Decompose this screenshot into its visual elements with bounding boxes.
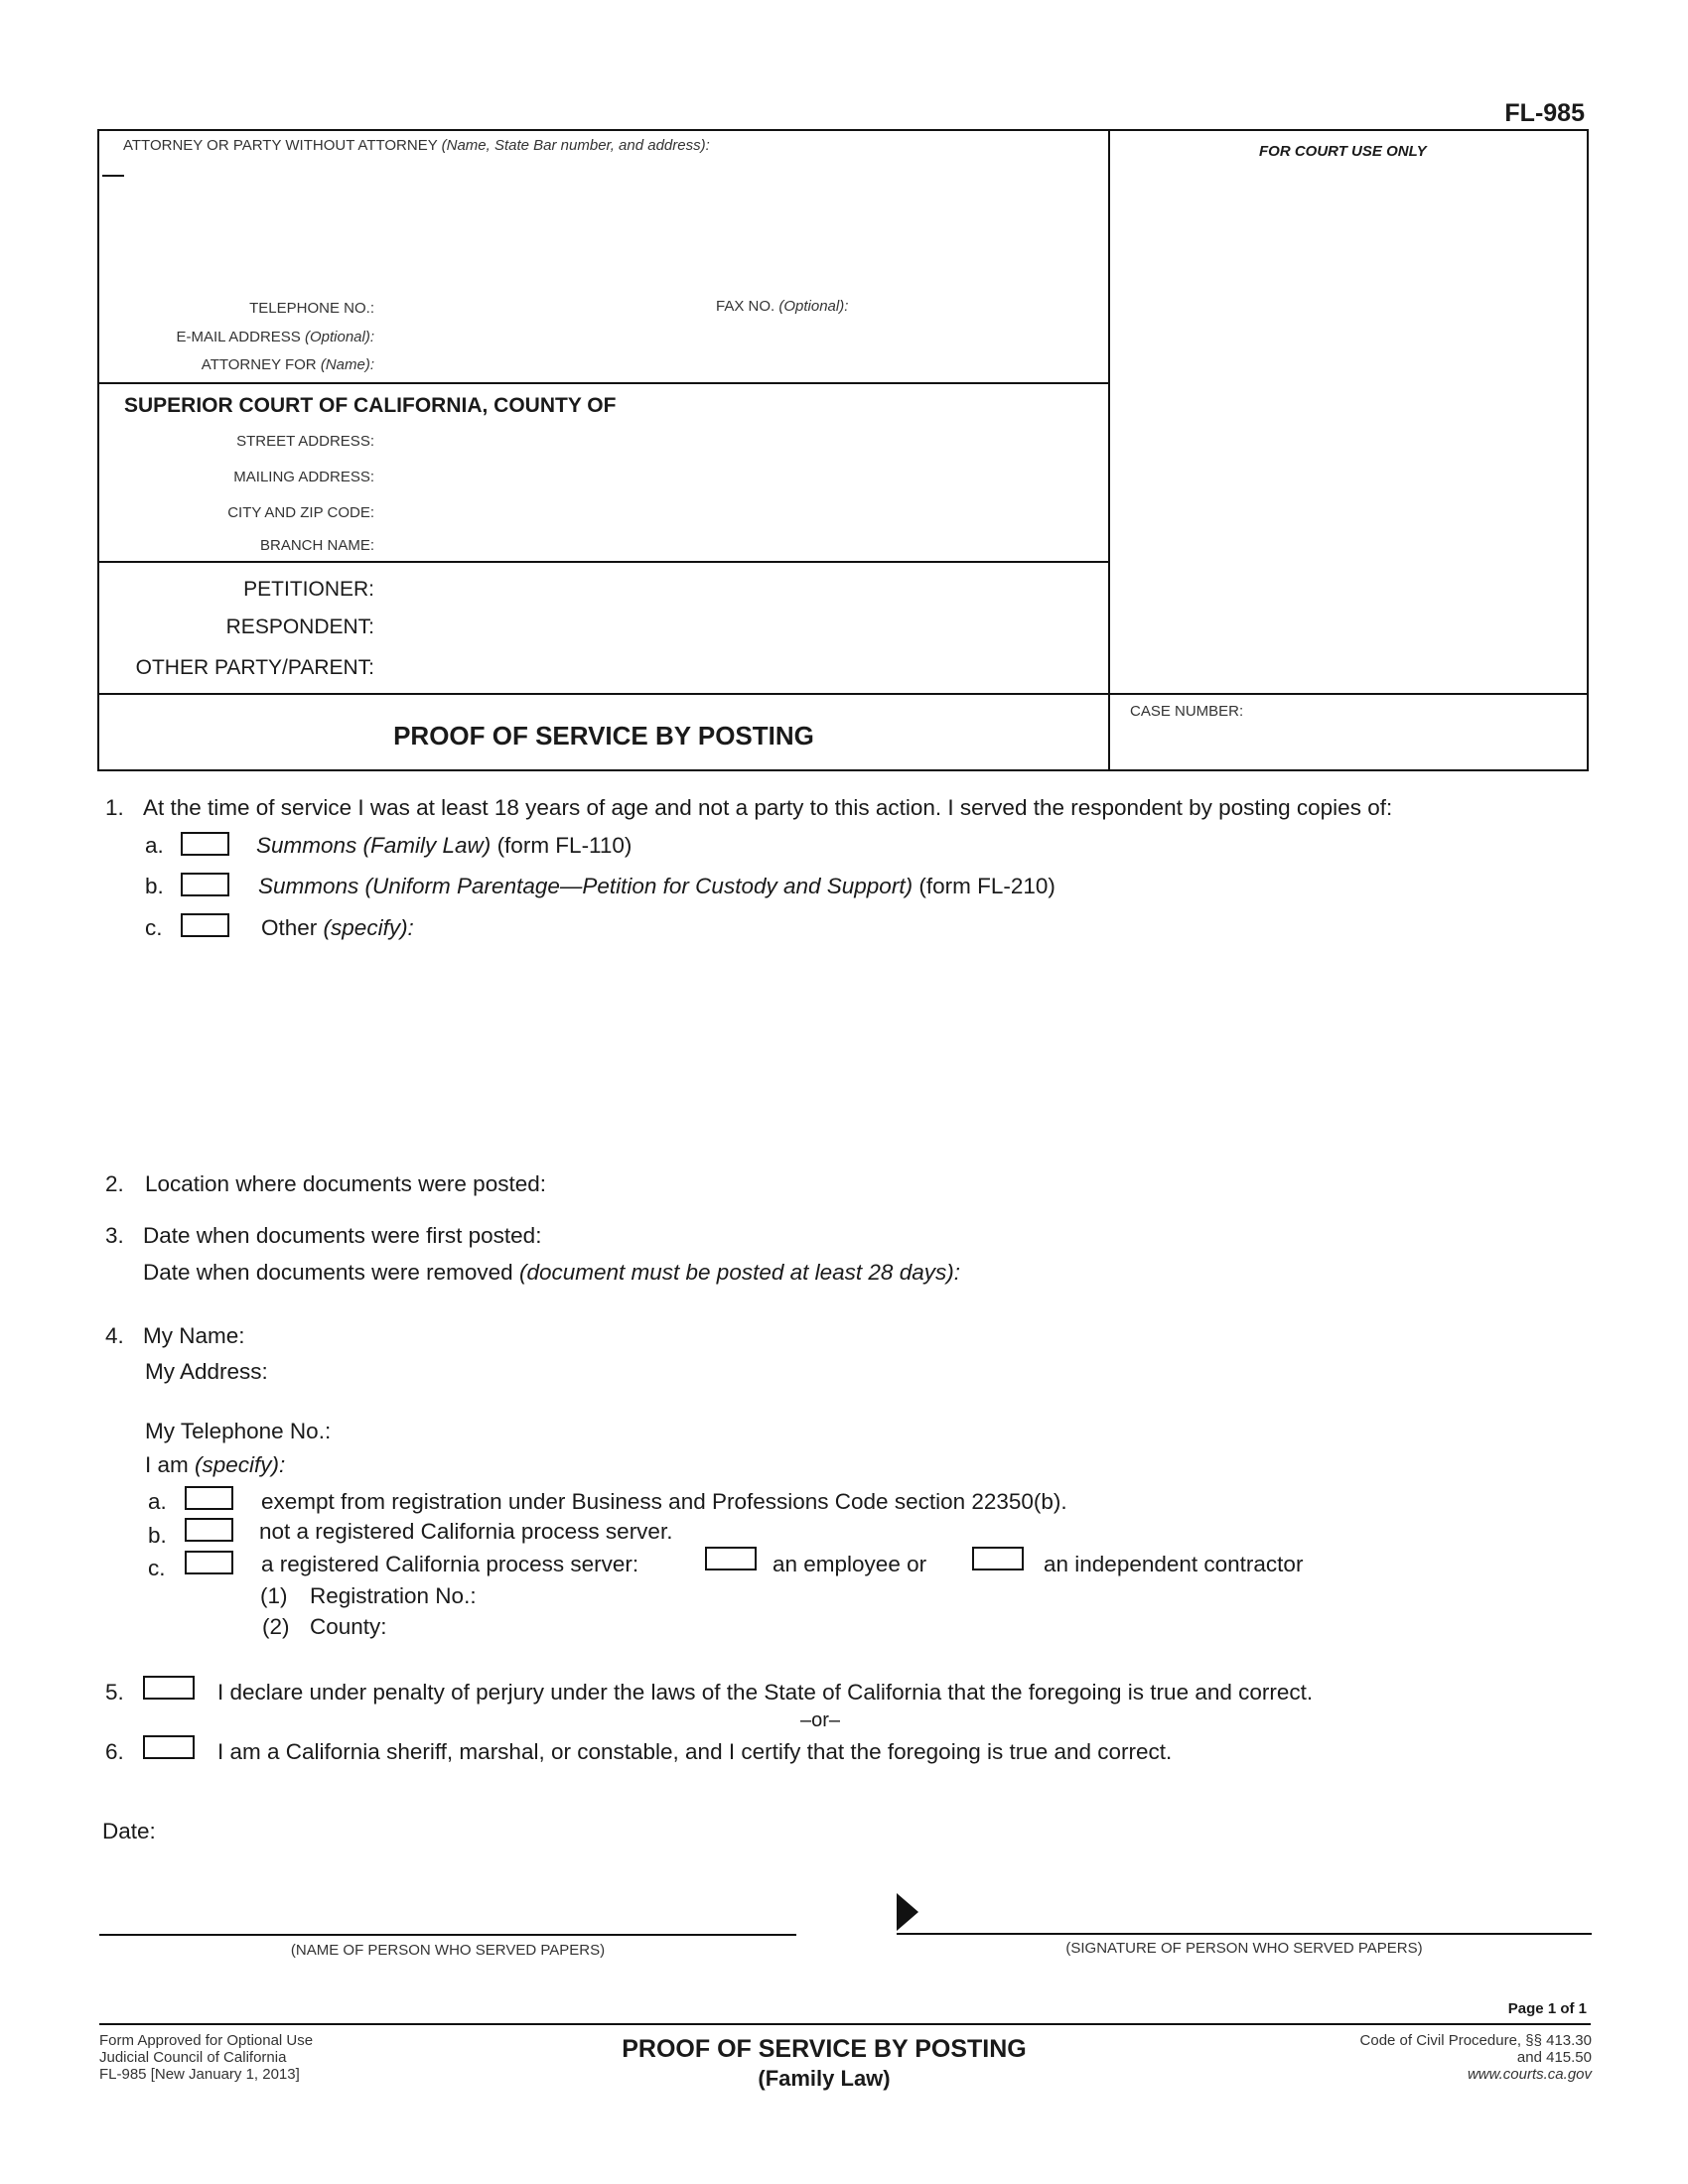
fax-label [716,298,848,315]
item1b-letter: b. [145,874,164,898]
item1c-letter: c. [145,915,163,940]
item4a-checkbox[interactable] [185,1486,233,1510]
page-number: Page 1 of 1 [1507,2000,1587,2017]
city-zip-label: CITY AND ZIP CODE: [227,504,374,521]
other-party-label: OTHER PARTY/PARENT: [135,656,374,679]
item3-removed [143,1260,960,1286]
item2-text: Location where documents were posted: [145,1171,546,1196]
item1a-rest: (form FL-110) [496,833,633,858]
item1b-italic: Summons (Uniform Parentage—Petition for Custody and Support) [258,874,914,898]
i-am-note: (specify): [195,1452,286,1477]
my-name-label: My Name: [143,1323,245,1348]
my-address-label: My Address: [145,1359,268,1384]
footer-right-1: Code of Civil Procedure, §§ 413.30 [1359,2032,1592,2049]
contractor-label: an independent contractor [1044,1552,1304,1576]
attorney-dash [102,175,124,177]
or-separator: –or– [800,1709,841,1731]
item1c-text [261,915,414,941]
attorney-label-note: (Name, State Bar number, and address): [441,137,710,154]
item6-text: I am a California sheriff, marshal, or constable, and I certify that the foregoing is true and correct. [217,1739,1173,1764]
registration-number-index: (1) [260,1583,288,1608]
item1b-checkbox[interactable] [181,873,229,896]
item4b-text: not a registered California process server. [259,1519,673,1544]
item1c-other: Other [261,915,318,940]
item1c-checkbox[interactable] [181,913,229,937]
attorney-for-label-note: (Name): [320,356,374,373]
item1b-text [258,874,1055,899]
employee-checkbox[interactable] [705,1547,757,1570]
form-title: PROOF OF SERVICE BY POSTING [393,721,814,751]
item1c-specify: (specify): [323,915,414,940]
item4b-checkbox[interactable] [185,1518,233,1542]
case-number-label: CASE NUMBER: [1130,703,1244,720]
date-label: Date: [102,1819,156,1843]
item3-first-posted: Date when documents were first posted: [143,1223,542,1248]
footer-title: PROOF OF SERVICE BY POSTING [622,2035,1027,2063]
item3-number: 3. [105,1223,124,1248]
item4a-letter: a. [148,1489,167,1514]
item6-checkbox[interactable] [143,1735,195,1759]
item4b-letter: b. [148,1523,167,1548]
county-label: County: [310,1614,387,1639]
mailing-address-label: MAILING ADDRESS: [233,469,374,485]
item1a-text [256,833,632,859]
email-label-text: E-MAIL ADDRESS [176,329,301,345]
petitioner-label: PETITIONER: [243,578,374,601]
court-use-label: FOR COURT USE ONLY [1259,143,1427,160]
footer-right-3: www.courts.ca.gov [1467,2066,1592,2083]
attorney-label [123,137,710,154]
attorney-for-label-text: ATTORNEY FOR [201,356,317,373]
name-signature-line [99,1934,796,1936]
attorney-label-text: ATTORNEY OR PARTY WITHOUT ATTORNEY [123,137,438,154]
i-am-label [145,1452,285,1478]
item4c-letter: c. [148,1556,166,1580]
signature-line [897,1933,1592,1935]
county-index: (2) [262,1614,290,1639]
item1-number: 1. [105,795,124,820]
caption-vertical-divider [1108,129,1110,771]
signature-arrow-icon [897,1893,918,1931]
name-caption: (NAME OF PERSON WHO SERVED PAPERS) [290,1942,606,1959]
item2-number: 2. [105,1171,124,1196]
item1a-checkbox[interactable] [181,832,229,856]
footer-left-2: Judicial Council of California [99,2049,287,2066]
employee-label: an employee or [773,1552,927,1576]
street-address-label: STREET ADDRESS: [236,433,374,450]
caption-divider-3 [97,693,1589,695]
respondent-label: RESPONDENT: [225,615,374,638]
i-am-text: I am [145,1452,189,1477]
branch-name-label: BRANCH NAME: [259,537,374,554]
item1b-rest: (form FL-210) [918,874,1055,898]
item1a-letter: a. [145,833,164,858]
form-number: FL-985 [1504,99,1585,127]
signature-caption: (SIGNATURE OF PERSON WHO SERVED PAPERS) [1065,1940,1423,1957]
item5-text: I declare under penalty of perjury under the laws of the State of California that the foregoing is true and correct. [217,1680,1314,1705]
caption-divider-2 [97,561,1110,563]
item3-removed-text: Date when documents were removed [143,1260,513,1285]
item4c-text: a registered California process server: [261,1552,639,1576]
item5-checkbox[interactable] [143,1676,195,1700]
footer-subtitle: (Family Law) [758,2066,891,2091]
attorney-for-label [202,356,374,373]
item3-removed-note: (document must be posted at least 28 days): [518,1260,960,1285]
item5-number: 5. [105,1680,124,1705]
telephone-label: TELEPHONE NO.: [249,300,374,317]
item4-number: 4. [105,1323,124,1348]
item1-text: At the time of service I was at least 18 years of age and not a party to this action. I served the respondent by posting copies of: [143,795,1393,820]
fax-label-text: FAX NO. [716,298,775,315]
item6-number: 6. [105,1739,124,1764]
footer-left-3: FL-985 [New January 1, 2013] [99,2066,300,2083]
email-label [176,329,374,345]
my-telephone-label: My Telephone No.: [145,1419,332,1443]
footer-right-2: and 415.50 [1516,2049,1592,2066]
caption-divider-1 [97,382,1110,384]
email-label-note: (Optional): [304,329,374,345]
registration-number-label: Registration No.: [310,1583,477,1608]
court-name: SUPERIOR COURT OF CALIFORNIA, COUNTY OF [124,394,617,417]
footer-rule [99,2023,1591,2025]
item4c-checkbox[interactable] [185,1551,233,1574]
footer-left-1: Form Approved for Optional Use [99,2032,314,2049]
contractor-checkbox[interactable] [972,1547,1024,1570]
item1a-italic: Summons (Family Law) [256,833,492,858]
fax-label-note: (Optional): [778,298,849,315]
item4a-text: exempt from registration under Business and Professions Code section 22350(b). [261,1489,1067,1514]
